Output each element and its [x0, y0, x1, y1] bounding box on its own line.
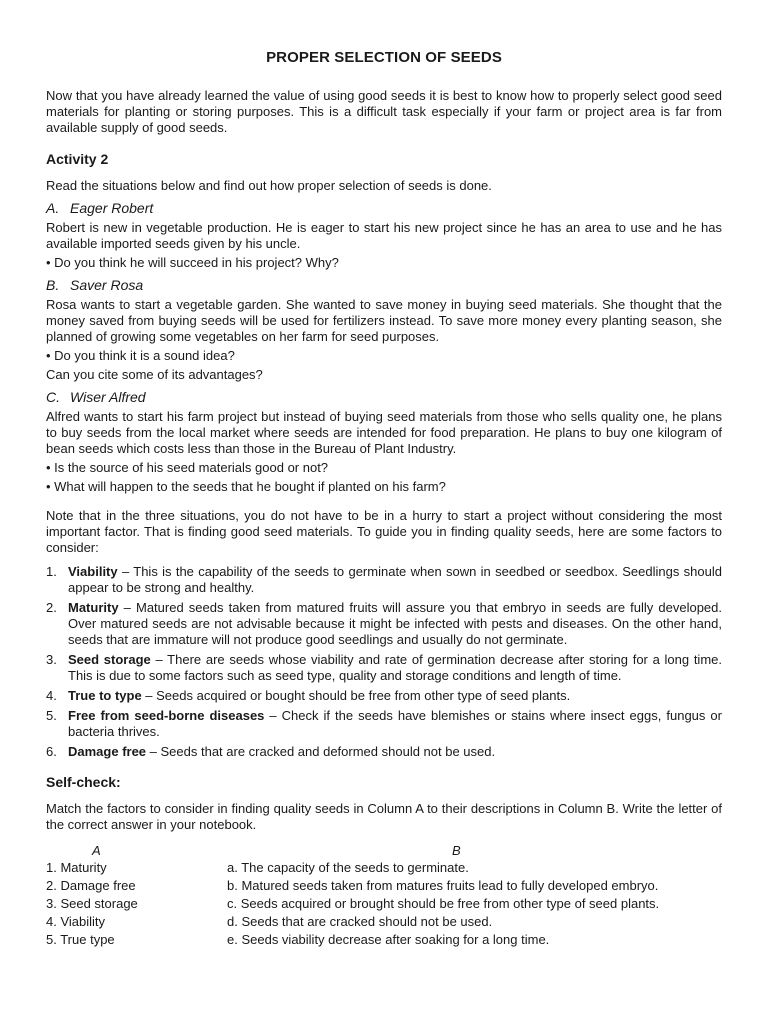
situation-b [46, 277, 722, 383]
intro-paragraph: Now that you have already learned the value of using good seeds it is best to know how to properly select good seed materials for planting or storing purposes. This is a difficult task especially if your farm or project area is far from available supply of good seeds. [46, 88, 722, 135]
factor-description: – There are seeds whose viability and rate of germination decrease after storing for a long time. This is due to some factors such as seed type, quality and storage conditions and length of time. [68, 652, 722, 683]
matching-row [46, 931, 722, 949]
activity-heading: Activity 2 [46, 151, 109, 167]
factor-number: 2. [46, 600, 57, 615]
situation-c [46, 389, 722, 495]
situation-question: • Do you think he will succeed in his project? Why? [46, 255, 339, 270]
column-b-label: B [452, 843, 461, 858]
situation-question: • What will happen to the seeds that he bought if planted on his farm? [46, 479, 446, 494]
situation-question: • Is the source of his seed materials good or not? [46, 460, 329, 475]
factor-item [46, 708, 722, 740]
selfcheck-instruction: Match the factors to consider in finding quality seeds in Column A to their descriptions in Column B. Write the letter of the correct answer in your notebook. [46, 801, 722, 832]
column-b-item: e. Seeds viability decrease after soaking for a long time. [227, 932, 550, 947]
column-b-item: b. Matured seeds taken from matures fruits lead to fully developed embryo. [227, 878, 659, 893]
activity-instruction: Read the situations below and find out how proper selection of seeds is done. [46, 178, 492, 193]
situation-heading [46, 277, 722, 294]
factor-item [46, 688, 722, 704]
factor-description: – Seeds acquired or bought should be free from other type of seed plants. [141, 688, 571, 703]
factor-item [46, 600, 722, 648]
note-paragraph: Note that in the three situations, you do not have to be in a hurry to start a project without considering the most important factor. That is finding good seed materials. To guide you in finding quality seeds, here are some factors to consider: [46, 508, 722, 555]
factor-term: Damage free [68, 744, 147, 759]
factor-description: – Seeds that are cracked and deformed should not be used. [146, 744, 496, 759]
factor-term: Maturity [68, 600, 119, 615]
factor-description: – Matured seeds taken from matured fruits will assure you that embryo in seeds are fully developed. Over matured seeds are not advisable because it might be infected with pests and diseases. On the other hand, seeds that are immature will not produce good seedlings and usually do not germinate. [68, 600, 722, 647]
factor-term: Seed storage [68, 652, 151, 667]
column-a-item: 1. Maturity [46, 860, 107, 875]
factor-term: Free from seed-borne diseases [68, 708, 265, 723]
factor-item [46, 744, 722, 760]
matching-column-headers [46, 841, 722, 859]
column-a-item: 3. Seed storage [46, 896, 138, 911]
situation-letter: C. [46, 389, 60, 405]
column-a-item: 4. Viability [46, 914, 106, 929]
selfcheck-heading: Self-check: [46, 774, 121, 790]
column-b-item: d. Seeds that are cracked should not be used. [227, 914, 493, 929]
factor-term: Viability [68, 564, 118, 579]
situation-letter: B. [46, 277, 60, 293]
situation-question: • Do you think it is a sound idea? [46, 348, 235, 363]
factor-number: 1. [46, 564, 57, 579]
factor-term: True to type [68, 688, 142, 703]
factor-item [46, 652, 722, 684]
situation-body: Alfred wants to start his farm project but instead of buying seed materials from those who sells quality one, he plans to buy seeds from the local market where seeds are intended for food preparation. He plans to buy one kilogram of bean seeds which costs less than those in the Bureau of Plant Industry. [46, 409, 722, 456]
factor-number: 3. [46, 652, 57, 667]
factor-number: 5. [46, 708, 57, 723]
situation-a [46, 200, 722, 271]
page-title: PROPER SELECTION OF SEEDS [266, 49, 502, 66]
factor-description: – This is the capability of the seeds to germinate when sown in seedbed or seedbox. Seedlings should appear to be strong and healthy. [68, 564, 722, 595]
situation-letter: A. [46, 200, 60, 216]
situation-name: Wiser Alfred [70, 389, 146, 405]
matching-row [46, 877, 722, 895]
factor-item [46, 564, 722, 596]
situation-name: Eager Robert [70, 200, 154, 216]
matching-row [46, 859, 722, 877]
factor-number: 4. [46, 688, 57, 703]
factor-description: – Check if the seeds have blemishes or stains where insect eggs, fungus or bacteria thrives. [68, 708, 722, 739]
situation-body: Rosa wants to start a vegetable garden. She wanted to save money in buying seed materials. She thought that the money saved from buying seeds will be used for fertilizers instead. To save more money every planting season, she planned of growing some vegetables on her farm for seed purposes. [46, 297, 722, 344]
situation-question: Can you cite some of its advantages? [46, 367, 263, 382]
matching-table [46, 859, 722, 949]
factors-list [46, 564, 722, 760]
column-b-item: c. Seeds acquired or brought should be free from other type of seed plants. [227, 896, 660, 911]
situation-heading [46, 389, 722, 406]
column-a-label: A [92, 843, 101, 858]
matching-row [46, 895, 722, 913]
column-b-item: a. The capacity of the seeds to germinate. [227, 860, 469, 875]
factor-number: 6. [46, 744, 57, 759]
situation-heading [46, 200, 722, 217]
column-a-item: 5. True type [46, 932, 115, 947]
situation-body: Robert is new in vegetable production. He is eager to start his new project since he has an area to use and he has available imported seeds given by his uncle. [46, 220, 722, 251]
situation-name: Saver Rosa [70, 277, 144, 293]
column-a-item: 2. Damage free [46, 878, 136, 893]
matching-row [46, 913, 722, 931]
